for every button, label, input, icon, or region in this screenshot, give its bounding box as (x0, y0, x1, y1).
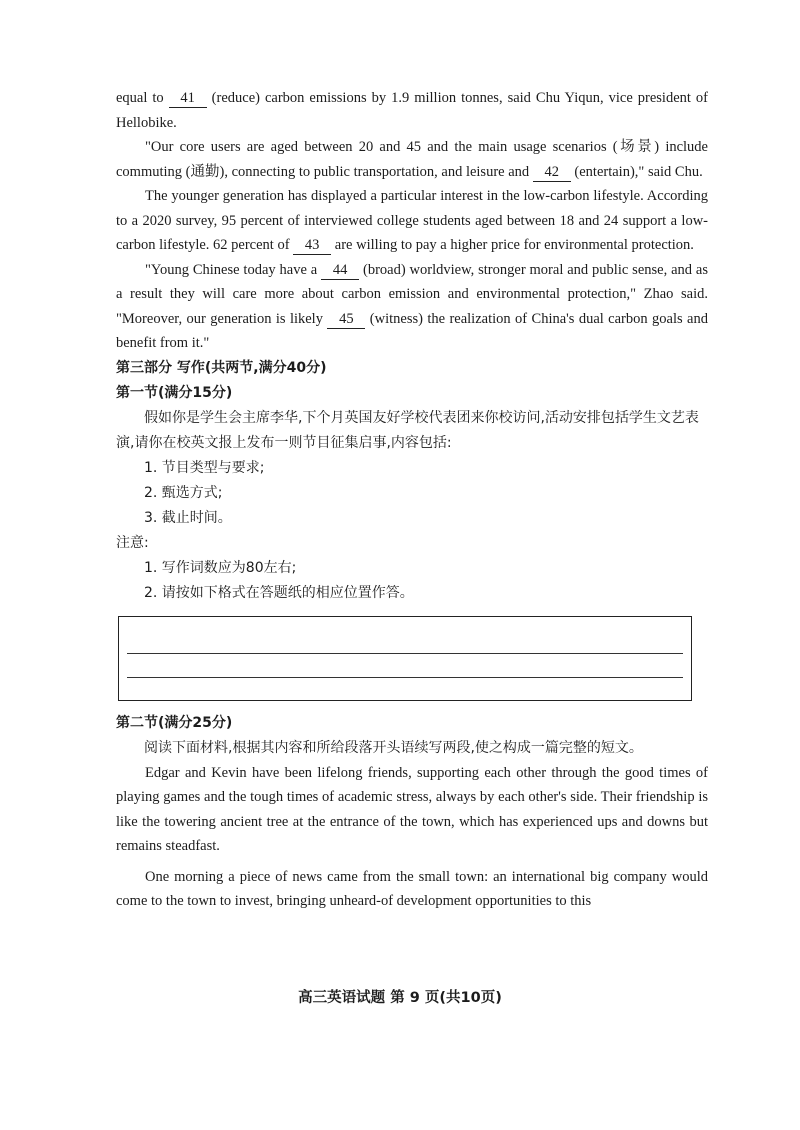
note-label: 注意: (116, 534, 149, 551)
blank-43: 43 (293, 237, 331, 255)
blank-44: 44 (321, 262, 359, 280)
passage-paragraph-3: The younger generation has displayed a particular interest in the low-carbon lifestyle. According to a 2020 survey, 95 percent of interviewed college students aged between 18 and 24 support a low-carbon lifestyle. 62 percent of 43 are willing to pay a higher price for environmental protection. (116, 188, 708, 253)
passage-paragraph-4: "Young Chinese today have a 44 (broad) worldview, stronger moral and public sense, and as a result they will care more about carbon emission and environmental protection," Zhao said. "Moreover, our generation is likely 45 (witness) the realization of China's dual carbon goals and benefit from it." (116, 261, 708, 351)
story-paragraph-1: Edgar and Kevin have been lifelong friends, supporting each other through the good times of playing games and the tough times of academic stress, always by each other's side. Their friendship is like the towering ancient tree at the entrance of the town, which has experienced ups and downs but remains steadfast. (116, 764, 708, 854)
section1-heading: 第一节(满分15分) (116, 384, 233, 401)
blank-41: 41 (169, 90, 207, 108)
answer-line (127, 653, 683, 654)
requirement-item: 1. 节目类型与要求; (144, 459, 265, 476)
note-item: 1. 写作词数应为80左右; (144, 559, 297, 576)
note-item: 2. 请按如下格式在答题纸的相应位置作答。 (144, 584, 414, 601)
requirement-item: 2. 甄选方式; (144, 484, 223, 501)
blank-45: 45 (327, 311, 365, 329)
section1-prompt: 假如你是学生会主席李华,下个月英国友好学校代表团来你校访问,活动安排包括学生文艺表演,请你在校英文报上发布一则节目征集启事,内容包括: (116, 409, 699, 451)
story-paragraph-2: One morning a piece of news came from the small town: an international big company would come to the town to invest, bringing unheard-of development opportunities to this (116, 868, 708, 909)
blank-42: 42 (533, 164, 571, 182)
part3-heading: 第三部分 写作(共两节,满分40分) (116, 359, 327, 376)
answer-line (127, 677, 683, 678)
section2-heading: 第二节(满分25分) (116, 714, 233, 731)
section2-prompt: 阅读下面材料,根据其内容和所给段落开头语续写两段,使之构成一篇完整的短文。 (144, 739, 643, 756)
requirement-item: 3. 截止时间。 (144, 509, 232, 526)
page-footer: 高三英语试题 第 9 页(共10页) (298, 990, 502, 1006)
answer-format-box (118, 616, 692, 701)
passage-paragraph-1: equal to 41 (reduce) carbon emissions by 1.9 million tonnes, said Chu Yiqun, vice president of Hellobike. (116, 90, 708, 131)
passage-paragraph-2: "Our core users are aged between 20 and 45 and the main usage scenarios (场景) include commuting (通勤), connecting to public transportation, and leisure and 42 (entertain)," said Chu. (116, 139, 708, 180)
